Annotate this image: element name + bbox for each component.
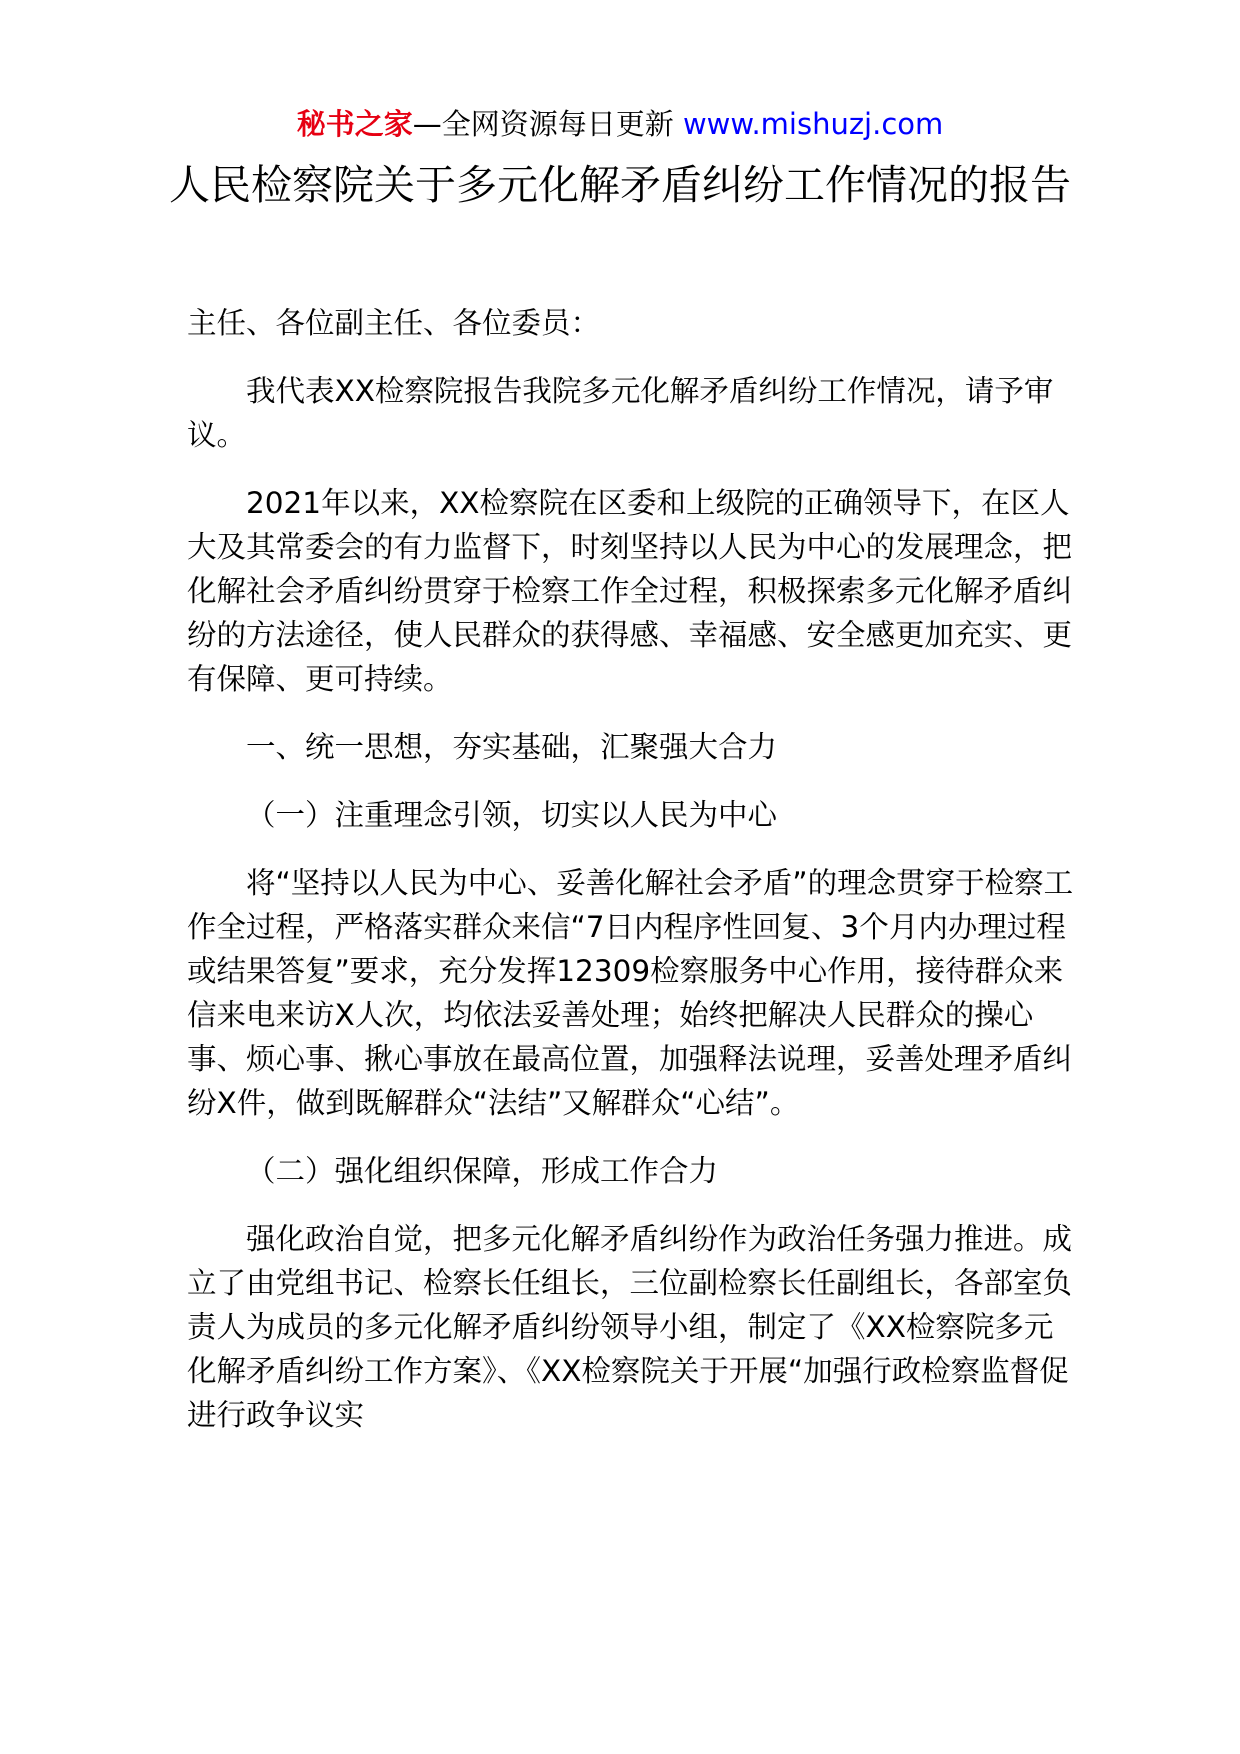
document-body <box>187 301 1077 1461</box>
paragraph-intro: 我代表XX检察院报告我院多元化解矛盾纠纷工作情况，请予审议。 <box>187 374 1054 452</box>
subsection-heading-1: （一）注重理念引领，切实以人民为中心 <box>246 798 778 832</box>
subsection-heading-2: （二）强化组织保障，形成工作合力 <box>246 1154 719 1188</box>
section-heading-1: 一、统一思想，夯实基础，汇聚强大合力 <box>246 730 778 764</box>
brand-name: 秘书之家 <box>296 107 413 141</box>
paragraph-overview: 2021年以来，XX检察院在区委和上级院的正确领导下，在区人大及其常委会的有力监督下，时刻坚持以人民为中心的发展理念，把化解社会矛盾纠纷贯穿于检察工作全过程，积极探索多元化解矛盾纠纷的方法途径，使人民群众的获得感、幸福感、安全感更加充实、更有保障、更可持续。 <box>187 486 1073 696</box>
site-link[interactable]: www.mishuzj.com <box>682 107 944 141</box>
salutation: 主任、各位副主任、各位委员： <box>187 306 601 340</box>
paragraph-subsection-2: 强化政治自觉，把多元化解矛盾纠纷作为政治任务强力推进。成立了由党组书记、检察长任组长，三位副检察长任副组长，各部室负责人为成员的多元化解矛盾纠纷领导小组，制定了《XX检察院多元化解矛盾纠纷工作方案》、《XX检察院关于开展“加强行政检察监督促进行政争议实 <box>187 1222 1073 1432</box>
document-title: 人民检察院关于多元化解矛盾纠纷工作情况的报告 <box>169 161 1071 209</box>
watermark-header <box>0 104 1240 144</box>
header-tagline: —全网资源每日更新 <box>412 107 683 141</box>
paragraph-subsection-1: 将“坚持以人民为中心、妥善化解社会矛盾”的理念贯穿于检察工作全过程，严格落实群众来信“7日内程序性回复、3个月内办理过程或结果答复”要求，充分发挥12309检察服务中心作用，接待群众来信来电来访X人次，均依法妥善处理；始终把解决人民群众的操心事、烦心事、揪心事放在最高位置，加强释法说理，妥善处理矛盾纠纷X件，做到既解群众“法结”又解群众“心结”。 <box>187 866 1074 1120</box>
